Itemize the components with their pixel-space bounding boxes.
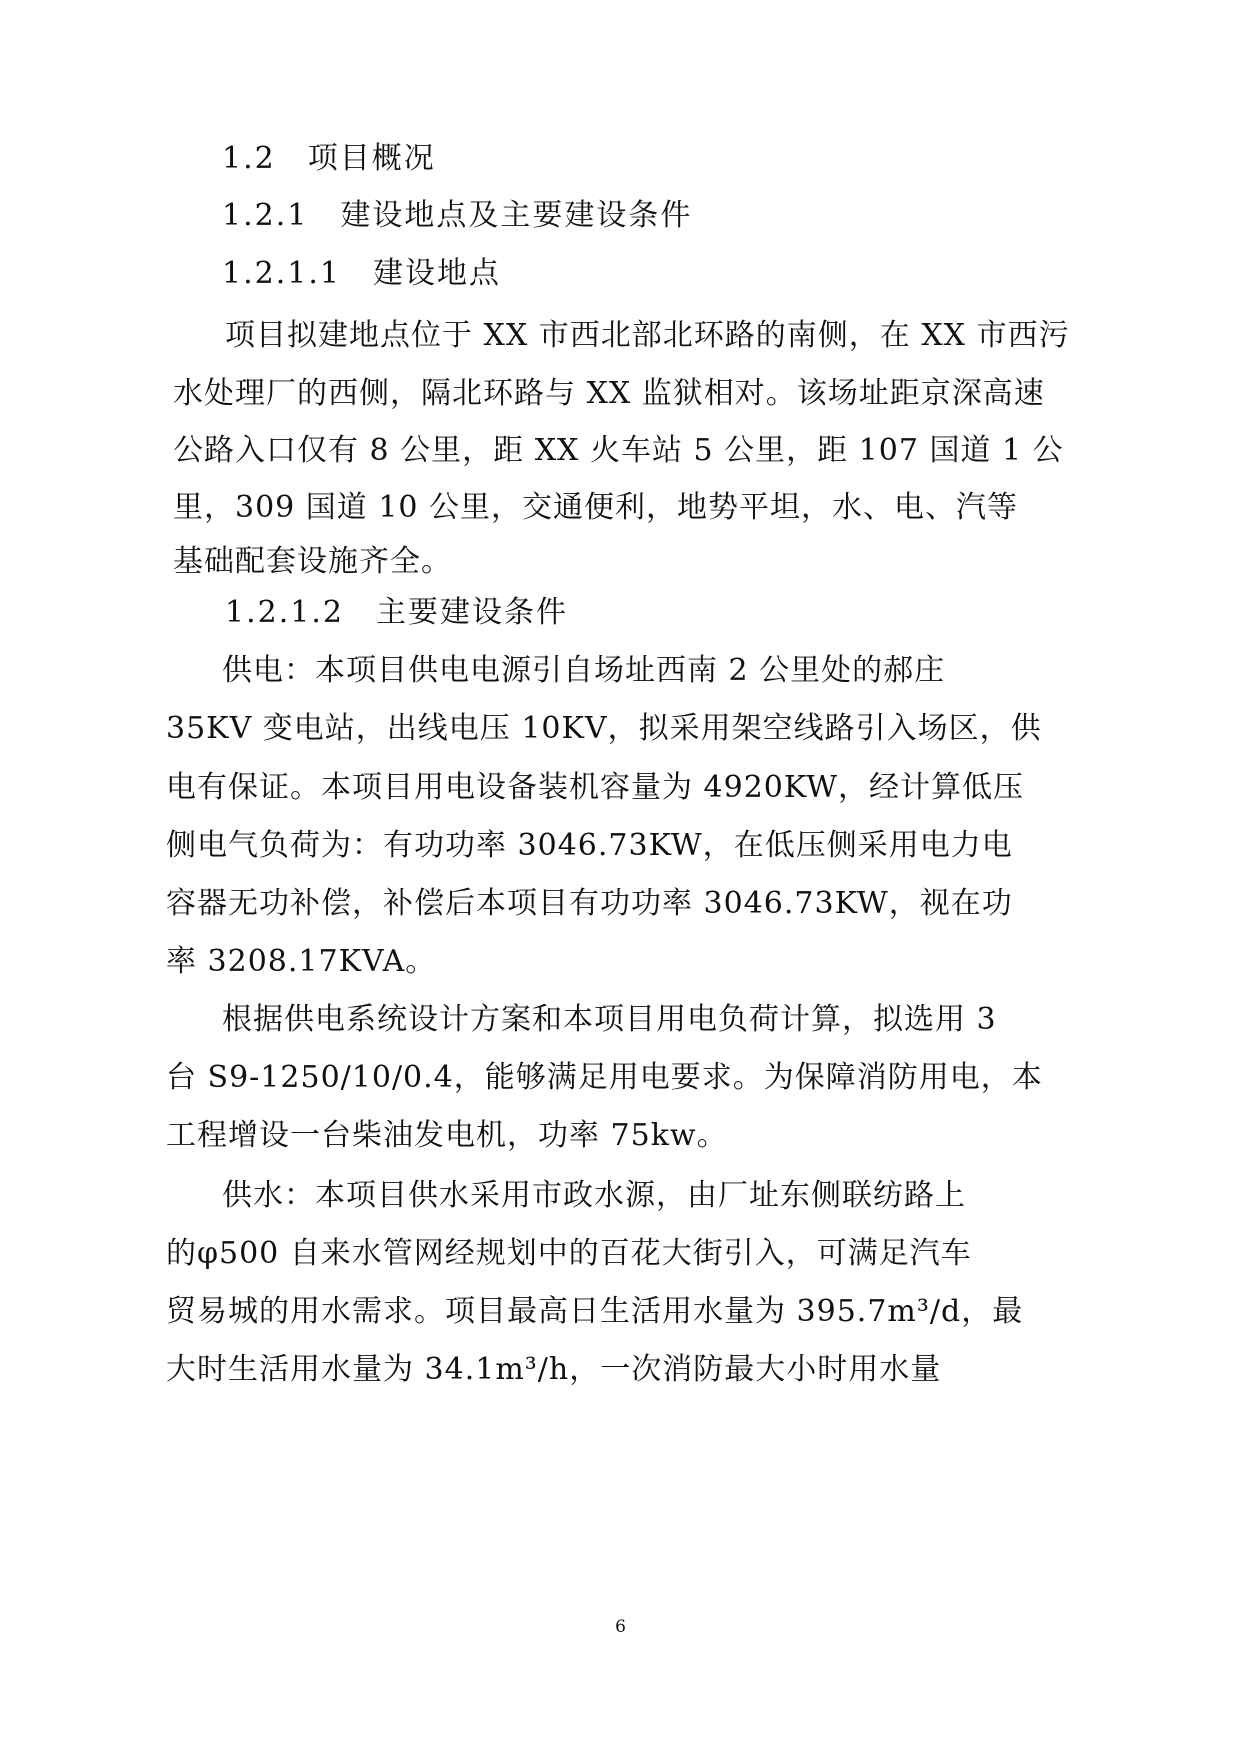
power-supply-paragraph-line: 侧电气负荷为：有功功率 3046.73KW，在低压侧采用电力电	[166, 828, 1013, 863]
water-supply-paragraph-line: 贸易城的用水需求。项目最高日生活用水量为 395.7m³/d，最	[166, 1294, 1024, 1329]
power-supply-paragraph-line: 35KV 变电站，出线电压 10KV，拟采用架空线路引入场区，供	[166, 711, 1042, 746]
page-number: 6	[615, 1617, 626, 1637]
transformer-paragraph-line: 台 S9-1250/10/0.4，能够满足用电要求。为保障消防用电，本	[166, 1060, 1043, 1095]
location-paragraph-line: 里，309 国道 10 公里，交通便利，地势平坦，水、电、汽等	[173, 490, 1019, 525]
power-supply-paragraph-line: 电有保证。本项目用电设备装机容量为 4920KW，经计算低压	[166, 770, 1025, 805]
heading-1-2-1: 1.2.1 建设地点及主要建设条件	[222, 198, 693, 233]
water-supply-paragraph-line: 供水：本项目供水采用市政水源，由厂址东侧联纺路上	[222, 1178, 966, 1213]
power-supply-paragraph-line: 容器无功补偿，补偿后本项目有功功率 3046.73KW，视在功	[166, 886, 1013, 921]
power-supply-paragraph-line: 率 3208.17KVA。	[166, 944, 437, 979]
heading-1-2-1-2: 1.2.1.2 主要建设条件	[225, 595, 568, 630]
heading-1-2-1-1: 1.2.1.1 建设地点	[222, 256, 501, 291]
location-paragraph-line: 水处理厂的西侧，隔北环路与 XX 监狱相对。该场址距京深高速	[173, 376, 1045, 411]
transformer-paragraph-line: 根据供电系统设计方案和本项目用电负荷计算，拟选用 3	[222, 1002, 997, 1037]
location-paragraph-line: 基础配套设施齐全。	[173, 544, 452, 579]
location-paragraph-line: 项目拟建地点位于 XX 市西北部北环路的南侧，在 XX 市西污	[225, 318, 1070, 353]
heading-1-2: 1.2 项目概况	[222, 141, 436, 176]
power-supply-paragraph-line: 供电：本项目供电电源引自场址西南 2 公里处的郝庄	[222, 653, 946, 688]
water-supply-paragraph-line: 大时生活用水量为 34.1m³/h，一次消防最大小时用水量	[166, 1352, 942, 1387]
transformer-paragraph-line: 工程增设一台柴油发电机，功率 75kw。	[166, 1118, 728, 1153]
location-paragraph-line: 公路入口仅有 8 公里，距 XX 火车站 5 公里，距 107 国道 1 公	[173, 433, 1064, 468]
water-supply-paragraph-line: 的φ500 自来水管网经规划中的百花大街引入，可满足汽车	[166, 1236, 972, 1271]
